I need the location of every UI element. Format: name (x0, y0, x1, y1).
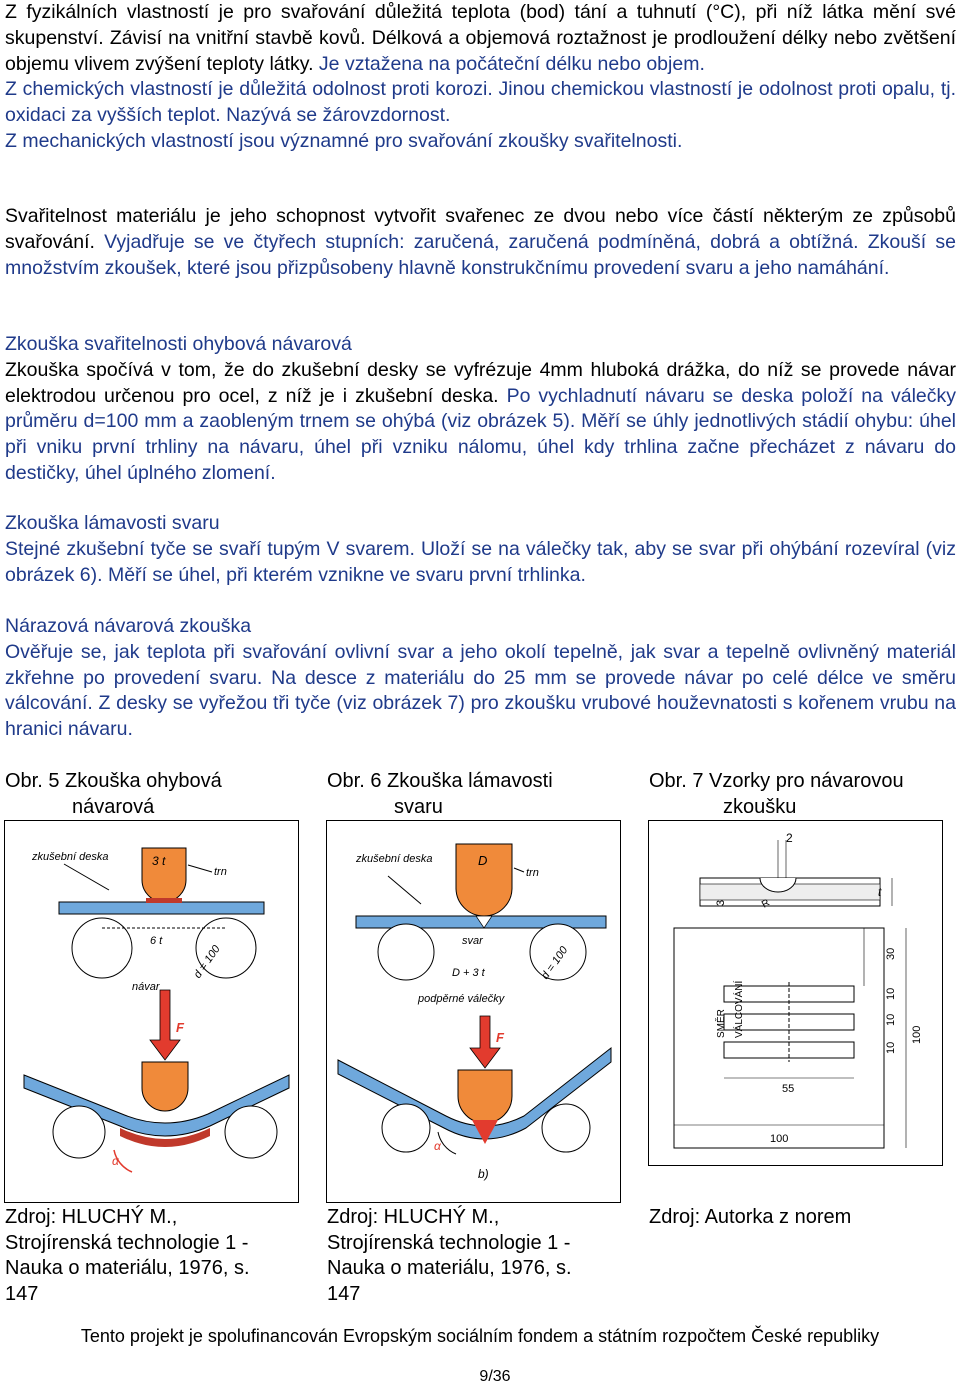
label-svar: svar (462, 935, 483, 947)
label-mandrel-1: trn (214, 866, 227, 878)
source-line: Zdroj: HLUCHÝ M., (327, 1206, 500, 1228)
paragraph-weldability (5, 204, 956, 281)
text-weldability-degrees: Vyjadřuje se ve čtyřech stupních: zaručená, zaručená podmíněná, dobrá a obtížná. Zkouší se množstvím zkoušek, které jsou přizpůsobeny hlavně konstrukčnímu provedení svaru a jeho namáhání. (5, 230, 956, 279)
footer-funding-note: Tento projekt je spolufinancován Evropským sociálním fondem a státním rozpočtem České republiky (80, 1326, 880, 1346)
label-F: F (176, 1020, 184, 1035)
figure-7-caption (649, 769, 949, 820)
caption-line-2: svaru (394, 795, 443, 818)
caption-line-2: návarová (72, 795, 155, 818)
text-bend-test-b: Po vychladnutí návaru se deska položí na válečky průměru d=100 mm a zaobleným trnem se ohýbá (viz obrázek 5). Měří se úhly jednotlivých stádií ohybu: úhel při vniku první trhliny na návaru, úhel při vzniku nálomu, úhel kdy trhlina začne přecházet z návaru do destičky, úhel úplného zlomení. (5, 384, 957, 484)
label-plate-2: zkušební deska (356, 853, 433, 865)
source-line: Strojírenská technologie 1 - (327, 1231, 571, 1254)
paragraph-physical-properties (5, 0, 956, 155)
label-2: 2 (786, 831, 793, 845)
label-rollers: podpěrné válečky (418, 993, 505, 1005)
text-chemical: Z chemických vlastností je důležitá odolnost proti korozi. Jinou chemickou vlastností je odolnost proti opalu, tj. oxidaci za vyšších teplot. Nazývá se žárovzdornost. (5, 78, 956, 127)
text-mechanical: Z mechanických vlastností jsou významné pro svařování zkoušky svařitelnosti. (5, 129, 683, 152)
label-10-c: 10 (885, 1041, 897, 1054)
figure-6-fracture-test-image (326, 820, 621, 1203)
figure-6-source (327, 1205, 627, 1307)
figure-7-specimens-image (648, 820, 943, 1166)
label-mandrel-2: trn (526, 867, 539, 879)
heading-fracture-test: Zkouška lámavosti svaru (5, 512, 220, 534)
text-relative: Je vztažena na počáteční délku nebo objem. (313, 52, 705, 75)
label-plate-1: zkušební deska (32, 851, 109, 863)
text-weldability-def: Svařitelnost materiálu je jeho schopnost vytvořit svařenec ze dvou nebo více částí některým ze způsobů svařování. (5, 205, 956, 253)
figure-6-caption (327, 769, 597, 820)
text-bend-test-a: Zkouška spočívá v tom, že do zkušební desky se vyfrézuje 4mm hluboká drážka, do níž se provede návar elektrodou určenou pro ocel, z níž je i zkušební deska. (5, 358, 956, 407)
label-R: R (760, 897, 772, 911)
label-100-v: 100 (911, 1025, 923, 1044)
label-t: t (878, 885, 882, 899)
label-3: 3 (715, 899, 727, 906)
label-d: d = 100 (191, 943, 223, 981)
label-D: D (478, 853, 488, 868)
label-D3t: D + 3 t (452, 967, 485, 979)
figure-5-source (5, 1205, 305, 1307)
section-impact-test (5, 614, 956, 743)
text-fracture-test: Stejné zkušební tyče se svaří tupým V svarem. Uloží se na válečky tak, aby se svar při ohýbání rozevíral (viz obrázek 6). Měří se úhel, při kterém vznikne ve svaru první trhlinka. (5, 537, 956, 586)
figure-7-source (649, 1205, 949, 1231)
caption-line-1: Obr. 7 Vzorky pro návarovou (649, 770, 904, 792)
label-6t: 6 t (150, 935, 163, 947)
source-line: Zdroj: Autorka z norem (649, 1206, 852, 1228)
source-line: Nauka o materiálu, 1976, s. (327, 1257, 572, 1279)
label-10-a: 10 (885, 987, 897, 1000)
page-number: 9/36 (479, 1368, 511, 1385)
heading-impact-test: Nárazová návarová zkouška (5, 615, 252, 637)
label-b: b) (478, 1167, 489, 1181)
section-fracture-test (5, 511, 956, 588)
caption-line-2: zkoušku (723, 795, 797, 818)
source-line: Strojírenská technologie 1 - (5, 1231, 249, 1254)
caption-line-1: Obr. 6 Zkouška lámavosti (327, 770, 553, 792)
label-10-b: 10 (885, 1013, 897, 1026)
label-alpha-5: α (112, 1154, 119, 1168)
source-line: 147 (5, 1282, 39, 1305)
text-impact-test: Ověřuje se, jak teplota při svařování ovlivní svar a jeho okolí tepelně, jak svar a tepelně ovlivněný materiál zkřehne po provedení svaru. Na desce z materiálu do 25 mm se provede návar po celé délce ve směru válcování. Z desky se vyřežou tři tyče (viz obrázek 7) pro zkoušku vrubové houževnatosti s kořenem vrubu na hranici návaru. (5, 640, 956, 741)
label-navar: návar (132, 981, 160, 993)
label-55: 55 (782, 1083, 795, 1095)
source-line: Zdroj: HLUCHÝ M., (5, 1206, 178, 1228)
label-smer: SMĚR (716, 1009, 727, 1038)
figure-5-caption (5, 769, 255, 820)
label-valcovani: VÁLCOVÁNÍ (734, 980, 745, 1038)
caption-line-1: Obr. 5 Zkouška ohybová (5, 770, 222, 792)
label-F-2: F (496, 1030, 504, 1045)
label-alpha-6: α (434, 1139, 441, 1153)
heading-bend-test: Zkouška svařitelnosti ohybová návarová (5, 333, 352, 355)
text-physical: Z fyzikálních vlastností je pro svařování důležitá teplota (bod) tání a tuhnutí (°C), při níž látka mění své skupenství. Závisí na vnitřní stavbě kovů. Délková a objemová roztažnost je prodloužení délky nebo zvětšení objemu vlivem zvýšení teploty látky. (5, 1, 956, 75)
source-line: Nauka o materiálu, 1976, s. (5, 1257, 250, 1279)
label-30: 30 (885, 947, 897, 960)
label-d-2: d = 100 (539, 944, 571, 982)
source-line: 147 (327, 1282, 361, 1305)
label-100-h: 100 (770, 1133, 789, 1145)
figure-5-bend-test-image (4, 820, 299, 1203)
section-bend-test (5, 332, 956, 487)
label-3t: 3 t (152, 854, 166, 868)
